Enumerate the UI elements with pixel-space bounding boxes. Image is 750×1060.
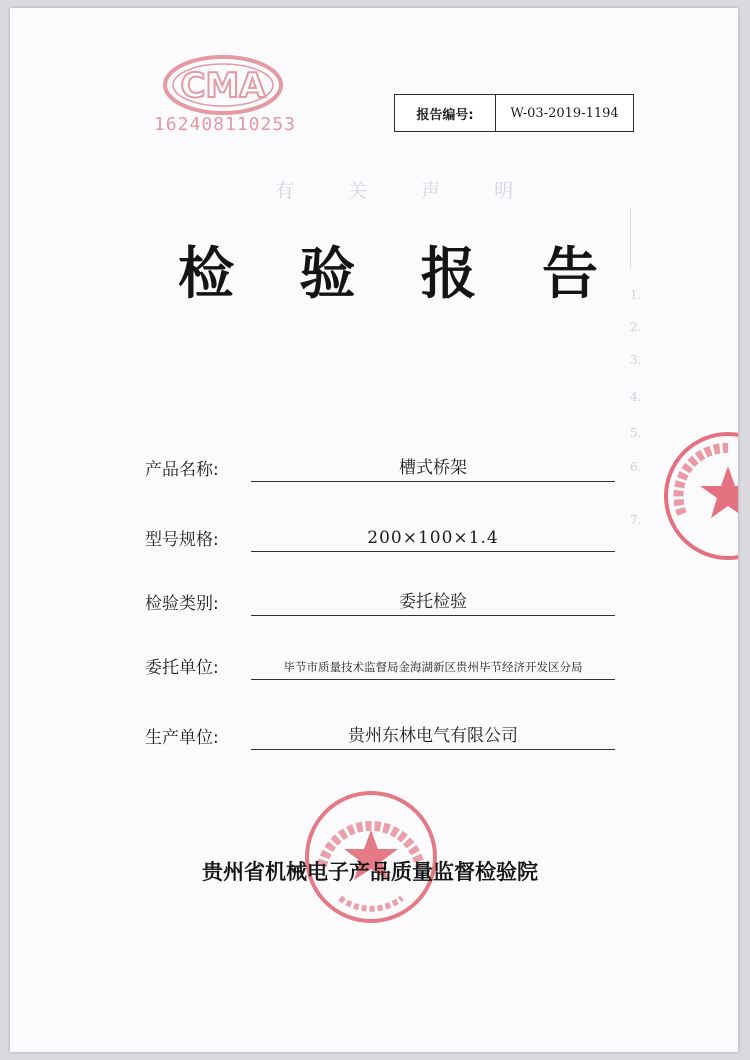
field-inspection-type	[145, 580, 615, 620]
field-label: 检验类别:	[145, 594, 219, 614]
field-label: 生产单位:	[145, 728, 219, 748]
field-value: 毕节市质量技术监督局金海湖新区贵州毕节经济开发区分局	[283, 660, 583, 674]
bleed-through-heading: 有 关 声 明	[275, 180, 538, 202]
bleed-through-rule	[630, 208, 631, 268]
field-model-spec	[145, 516, 615, 556]
official-seal-icon	[658, 426, 738, 566]
field-value: 200×100×1.4	[367, 528, 499, 548]
bleed-through-line: 3.	[630, 353, 642, 367]
field-label: 型号规格:	[145, 530, 219, 550]
bleed-through-line: 1.	[630, 288, 642, 302]
report-number-box	[394, 94, 634, 132]
cma-logo-icon	[162, 54, 284, 116]
field-value: 委托检验	[399, 592, 467, 612]
title-char: 告	[541, 242, 598, 307]
title-char: 验	[299, 242, 356, 307]
cma-cert-number: 162408110253	[153, 114, 297, 135]
bleed-through-line: 5.	[630, 426, 642, 440]
report-cover-page	[10, 8, 738, 1052]
field-underline	[251, 551, 615, 552]
title-char: 报	[420, 242, 477, 307]
field-label: 产品名称:	[145, 460, 219, 480]
bleed-through-line: 4.	[630, 390, 642, 404]
cma-letters: CMA	[180, 66, 266, 106]
field-underline	[251, 481, 615, 482]
field-underline	[251, 679, 615, 680]
field-product-name	[145, 446, 615, 486]
field-underline	[251, 615, 615, 616]
field-value: 贵州东林电气有限公司	[348, 726, 518, 746]
field-value: 槽式桥架	[399, 458, 467, 478]
page-title	[178, 230, 598, 310]
report-number-label: 报告编号:	[395, 95, 496, 131]
report-number-value: W-03-2019-1194	[510, 105, 619, 121]
issuing-institute: 贵州省机械电子产品质量监督检验院	[202, 860, 538, 884]
bleed-through-line: 7.	[630, 513, 642, 527]
field-underline	[251, 749, 615, 750]
field-label: 委托单位:	[145, 658, 219, 678]
title-char: 检	[178, 242, 234, 307]
field-client-unit	[145, 644, 615, 684]
bleed-through-line: 2.	[630, 320, 642, 334]
bleed-through-line: 6.	[630, 460, 642, 474]
field-manufacturer	[145, 714, 615, 754]
